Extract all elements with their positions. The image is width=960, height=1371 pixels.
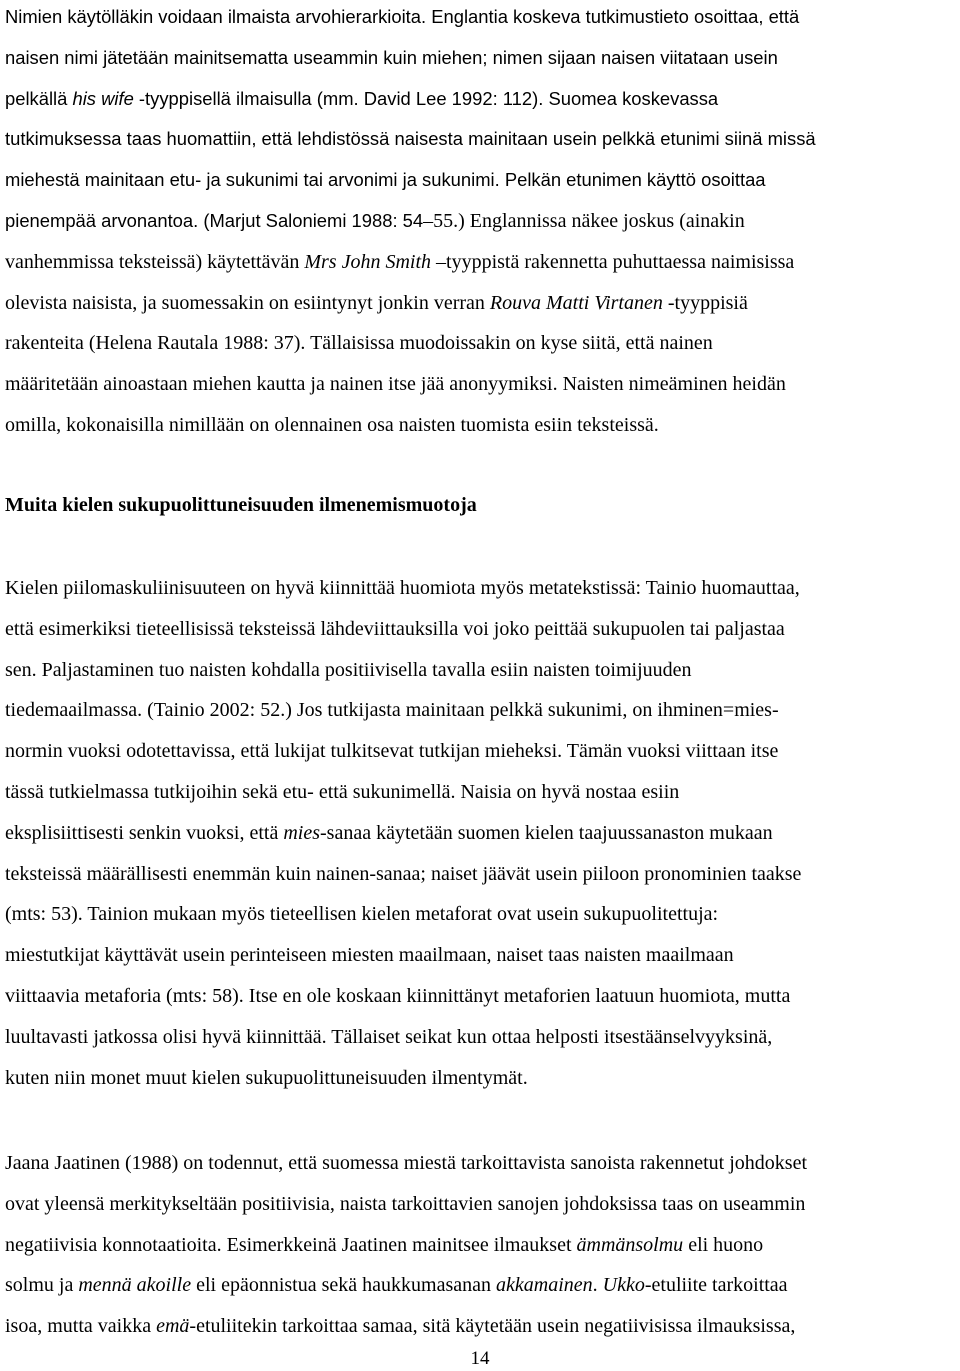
- text-line: normin vuoksi odotettavissa, että lukijat tulkitsevat tutkijan mieheksi. Tämän vuoksi viittaan itse: [5, 740, 779, 763]
- italic-term: mennä akoille: [78, 1274, 192, 1297]
- text-line: Kielen piilomaskuliinisuuteen on hyvä kiinnittää huomiota myös metatekstissä: Tainio huomauttaa,: [5, 577, 800, 599]
- text-line: [5, 283, 957, 324]
- text-line: [5, 813, 957, 854]
- text-run: Pelkän etunimen käyttö osoittaa: [499, 169, 766, 191]
- italic-term: his wife: [72, 87, 134, 109]
- italic-term: Ukko: [602, 1274, 645, 1297]
- text-run: Suomea koskevassa: [543, 87, 719, 109]
- text-line: kuten niin monet muut kielen sukupuolittuneisuuden ilmentymät.: [5, 1066, 528, 1089]
- text-run: -tyyppisellä ilmaisulla (mm. David Lee 1992: 112).: [133, 87, 544, 109]
- page-number: 14: [470, 1348, 490, 1369]
- text-line: että esimerkiksi tieteellisissä teksteissä lähdeviittauksilla voi joko peittää sukupuolen tai paljastaa: [5, 617, 785, 640]
- text-run: eksplisiittisesti senkin vuoksi, että: [5, 821, 284, 844]
- text-run: –55.) Englannissa näkee joskus (ainakin: [423, 209, 745, 232]
- text-run: pelkällä: [5, 87, 73, 109]
- text-line: [5, 1265, 957, 1306]
- text-run: pienempää arvonantoa. (Marjut Saloniemi 1988: 54: [5, 209, 424, 231]
- italic-term: akkamainen: [496, 1274, 593, 1297]
- text-run: -sanaa käytetään suomen kielen taajuussanaston mukaan: [320, 821, 773, 844]
- italic-term: mies: [283, 821, 320, 844]
- text-line: sen. Paljastaminen tuo naisten kohdalla positiivisella tavalla esiin naisten toimijuuden: [5, 658, 692, 681]
- text-run: –tyyppistä rakennetta puhuttaessa naimisissa: [431, 250, 795, 273]
- italic-term: emä: [156, 1315, 190, 1338]
- text-line: (mts: 53). Tainion mukaan myös tieteellisen kielen metaforat ovat usein sukupuolitettuja:: [5, 903, 719, 926]
- text-run: -etuliitekin tarkoittaa samaa, sitä käytetään usein negatiivisissa ilmauksissa,: [189, 1315, 796, 1338]
- text-line: [5, 201, 957, 242]
- text-line: Nimien käytölläkin voidaan ilmaista arvohierarkioita. Englantia koskeva tutkimustieto osoittaa, että: [5, 6, 800, 27]
- paragraph-1: [5, 0, 957, 446]
- text-line: [5, 160, 957, 201]
- text-line: tiedemaailmassa. (Tainio 2002: 52.) Jos tutkijasta mainitaan pelkkä sukunimi, on ihminen=mies-: [5, 699, 779, 722]
- text-run: miehestä mainitaan etu- ja sukunimi tai arvonimi ja sukunimi.: [5, 169, 500, 191]
- text-line: naisen nimi jätetään mainitsematta useammin kuin miehen; nimen sijaan naisen viitataan usein: [5, 46, 778, 68]
- text-line: viittaavia metaforia (mts: 58). Itse en ole koskaan kiinnittänyt metaforien laatuun huomiota, mutta: [5, 984, 791, 1007]
- text-run: -etuliite tarkoittaa: [644, 1274, 788, 1297]
- italic-term: Rouva Matti Virtanen: [489, 291, 663, 314]
- text-line: omilla, kokonaisilla nimillään on olennainen osa naisten tuomista esiin teksteissä.: [5, 413, 659, 436]
- text-run: eli epäonnistua sekä haukkumasanan: [191, 1274, 496, 1297]
- text-run: eli huono: [683, 1233, 764, 1256]
- text-run: isoa, mutta vaikka: [5, 1315, 157, 1338]
- text-line: ovat yleensä merkitykseltään positiivisia, naista tarkoittavien sanojen johdoksissa taas on useammin: [5, 1192, 806, 1215]
- text-run: vanhemmissa teksteissä) käytettävän: [5, 250, 305, 273]
- text-line: rakenteita (Helena Rautala 1988: 37). Tällaisissa muodoissakin on kyse siitä, että nainen: [5, 332, 713, 355]
- text-run: -tyyppisiä: [662, 291, 748, 314]
- text-line: teksteissä määrällisesti enemmän kuin nainen-sanaa; naiset jäävät usein piiloon pronominien taakse: [5, 862, 802, 885]
- text-line: miestutkijat käyttävät usein perinteiseen miesten maailmaan, naiset taas naisten maailmaan: [5, 944, 734, 967]
- italic-term: Mrs John Smith: [304, 250, 432, 273]
- text-line: Jaana Jaatinen (1988) on todennut, että suomessa miestä tarkoittavista sanoista rakennetut johdokset: [5, 1152, 808, 1174]
- text-line: määritetään ainoastaan miehen kautta ja nainen itse jää anonyymiksi. Naisten nimeäminen heidän: [5, 373, 786, 396]
- italic-term: ämmänsolmu: [576, 1233, 684, 1256]
- text-line: [5, 1306, 957, 1347]
- text-line: [5, 1225, 957, 1266]
- text-run: olevista naisista, ja suomessakin on esiintynyt jonkin verran: [5, 291, 490, 314]
- text-run: .: [592, 1274, 603, 1297]
- text-line: [5, 79, 957, 120]
- text-run: solmu ja: [5, 1274, 79, 1297]
- paragraph-3: [5, 1143, 957, 1347]
- text-line: tässä tutkielmassa tutkijoihin sekä etu- että sukunimellä. Naisia on hyvä nostaa esiin: [5, 780, 680, 803]
- text-line: [5, 242, 957, 283]
- paragraph-2: [5, 568, 957, 1098]
- text-line: tutkimuksessa taas huomattiin, että lehdistössä naisesta mainitaan usein pelkkä etunimi siinä missä: [5, 128, 816, 150]
- text-run: negatiivisia konnotaatioita. Esimerkkeinä Jaatinen mainitsee ilmaukset: [5, 1233, 577, 1256]
- section-heading: Muita kielen sukupuolittuneisuuden ilmenemismuotoja: [5, 494, 477, 516]
- text-line: luultavasti jatkossa olisi hyvä kiinnittää. Tällaiset seikat kun ottaa helposti itsestäänselvyyksinä,: [5, 1025, 773, 1048]
